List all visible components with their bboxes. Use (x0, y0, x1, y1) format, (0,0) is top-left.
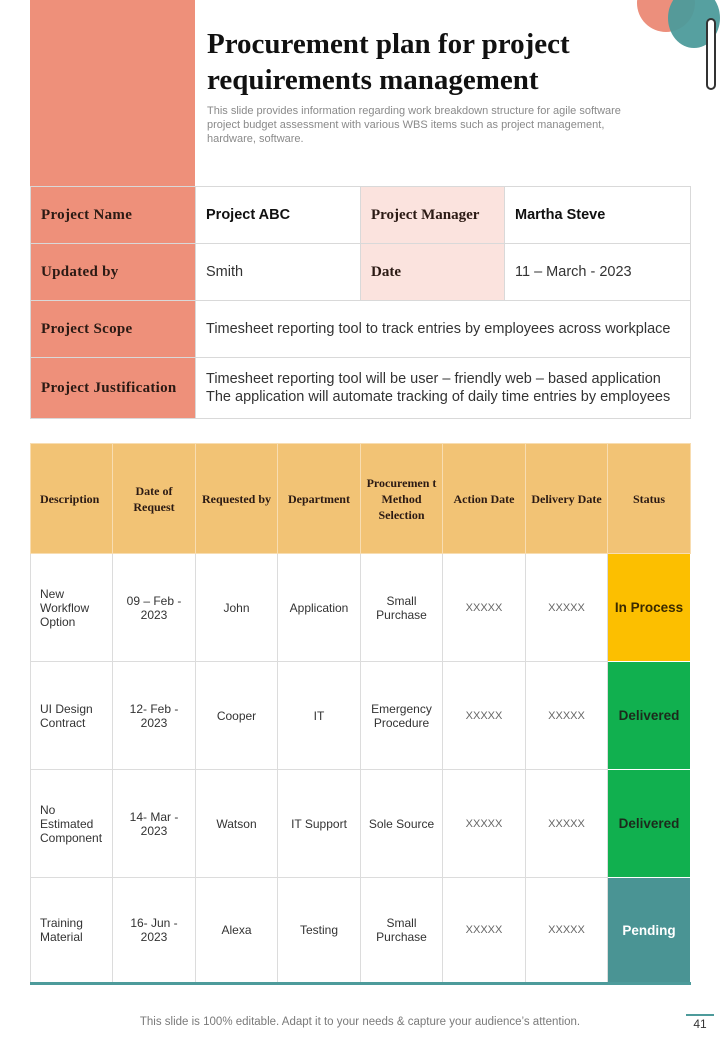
cell-delivery-date: XXXXX (526, 662, 608, 770)
status-badge: Pending (608, 878, 691, 984)
project-name-label: Project Name (31, 187, 196, 244)
cell-procurement-method: Emergency Procedure (361, 662, 443, 770)
decorative-pill-outline (706, 18, 716, 90)
header-requested-by: Requested by (196, 444, 278, 554)
cell-delivery-date: XXXXX (526, 878, 608, 984)
cell-requested-by: Watson (196, 770, 278, 878)
justification-line-1: Timesheet reporting tool will be user – friendly web – based application (206, 371, 661, 387)
info-row-updated (31, 244, 691, 301)
cell-action-date: XXXXX (443, 770, 526, 878)
cell-department: IT (278, 662, 361, 770)
project-scope-value: Timesheet reporting tool to track entries by employees across workplace (196, 301, 691, 358)
project-justification-value (196, 358, 691, 419)
status-badge: In Process (608, 554, 691, 662)
cell-procurement-method: Small Purchase (361, 554, 443, 662)
cell-action-date: XXXXX (443, 554, 526, 662)
status-badge: Delivered (608, 770, 691, 878)
project-scope-label: Project Scope (31, 301, 196, 358)
project-manager-value: Martha Steve (505, 187, 691, 244)
footer-note: This slide is 100% editable. Adapt it to your needs & capture your audience’s attention. (139, 1016, 581, 1028)
cell-procurement-method: Sole Source (361, 770, 443, 878)
justification-line-2: The application will automate tracking of daily time entries by employees (206, 389, 671, 405)
procurement-table (30, 443, 691, 985)
header-procurement-method: Procuremen t Method Selection (361, 444, 443, 554)
table-row (31, 770, 691, 878)
cell-description: New Workflow Option (31, 554, 113, 662)
date-label: Date (361, 244, 505, 301)
cell-description: UI Design Contract (31, 662, 113, 770)
table-row (31, 554, 691, 662)
info-row-justification (31, 358, 691, 419)
cell-action-date: XXXXX (443, 878, 526, 984)
cell-requested-by: Alexa (196, 878, 278, 984)
cell-procurement-method: Small Purchase (361, 878, 443, 984)
table-row (31, 878, 691, 984)
cell-requested-by: John (196, 554, 278, 662)
cell-requested-by: Cooper (196, 662, 278, 770)
cell-department: Testing (278, 878, 361, 984)
cell-description: Training Material (31, 878, 113, 984)
cell-action-date: XXXXX (443, 662, 526, 770)
info-row-scope (31, 301, 691, 358)
info-row-name (31, 187, 691, 244)
project-manager-label: Project Manager (361, 187, 505, 244)
header-delivery-date: Delivery Date (526, 444, 608, 554)
project-info-table (30, 186, 691, 419)
status-badge: Delivered (608, 662, 691, 770)
updated-by-value: Smith (196, 244, 361, 301)
header-department: Department (278, 444, 361, 554)
decorative-salmon-band (30, 0, 195, 186)
cell-delivery-date: XXXXX (526, 770, 608, 878)
updated-by-label: Updated by (31, 244, 196, 301)
cell-department: IT Support (278, 770, 361, 878)
table-row (31, 662, 691, 770)
page-subtitle: This slide provides information regarding work breakdown structure for agile software project budget assessment with various WBS items such as project management, hardware, software. (207, 105, 621, 145)
cell-date-of-request: 14- Mar - 2023 (113, 770, 196, 878)
project-name-value: Project ABC (196, 187, 361, 244)
cell-date-of-request: 16- Jun - 2023 (113, 878, 196, 984)
cell-description: No Estimated Component (31, 770, 113, 878)
cell-delivery-date: XXXXX (526, 554, 608, 662)
header-status: Status (608, 444, 691, 554)
date-value: 11 – March - 2023 (505, 244, 691, 301)
page-title: Procurement plan for project requirements management (207, 28, 570, 96)
header-action-date: Action Date (443, 444, 526, 554)
cell-date-of-request: 09 – Feb - 2023 (113, 554, 196, 662)
page-number: 41 (686, 1014, 714, 1031)
procurement-header-row (31, 444, 691, 554)
cell-department: Application (278, 554, 361, 662)
project-justification-label: Project Justification (31, 358, 196, 419)
cell-date-of-request: 12- Feb - 2023 (113, 662, 196, 770)
header-date-of-request: Date of Request (113, 444, 196, 554)
header-description: Description (31, 444, 113, 554)
